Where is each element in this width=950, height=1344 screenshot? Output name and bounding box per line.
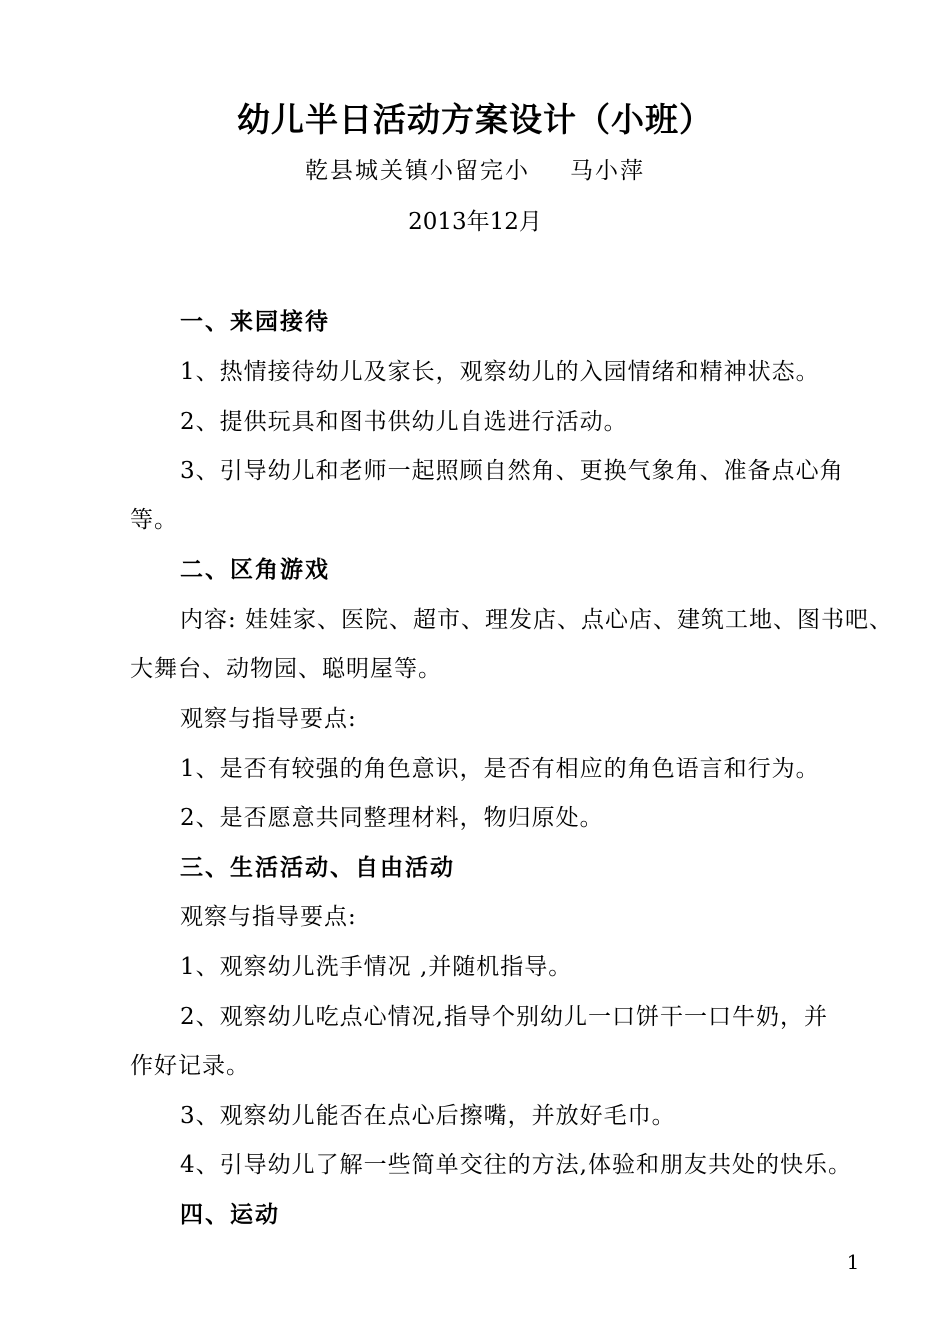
paragraph: 2、提供玩具和图书供幼儿自选进行活动。 [180,409,628,435]
author-name: 马小萍 [570,158,645,184]
author-line [0,151,950,191]
document-title: 幼儿半日活动方案设计（小班） [237,100,713,139]
author-school: 乾县城关镇小留完小 [305,158,530,184]
paragraph: 1、观察幼儿洗手情况 ,并随机指导。 [180,954,573,980]
section-heading-reception: 一、来园接待 [180,309,330,335]
section-heading-corner-games: 二、区角游戏 [180,557,330,583]
paragraph: 1、是否有较强的角色意识，是否有相应的角色语言和行为。 [180,756,820,782]
paragraph: 1、热情接待幼儿及家长，观察幼儿的入园情绪和精神状态。 [180,359,820,385]
paragraph-continuation: 作好记录。 [130,1053,250,1079]
document-date: 2013年12月 [408,209,542,235]
paragraph: 内容: 娃娃家、医院、超市、理发店、点心店、建筑工地、图书吧、 [180,607,894,633]
paragraph: 3、观察幼儿能否在点心后擦嘴，并放好毛巾。 [180,1103,676,1129]
section-heading-exercise: 四、运动 [180,1202,280,1228]
guidance-label: 观察与指导要点: [180,706,357,732]
section-heading-daily-life: 三、生活活动、自由活动 [180,855,455,881]
paragraph: 4、引导幼儿了解一些简单交往的方法,体验和朋友共处的快乐。 [180,1152,852,1178]
paragraph-continuation: 大舞台、动物园、聪明屋等。 [130,656,442,682]
paragraph-continuation: 等。 [130,507,178,533]
paragraph: 2、是否愿意共同整理材料，物归原处。 [180,805,604,831]
guidance-label: 观察与指导要点: [180,904,357,930]
paragraph: 3、引导幼儿和老师一起照顾自然角、更换气象角、准备点心角 [180,458,844,484]
page-number: 1 [846,1250,860,1274]
paragraph: 2、观察幼儿吃点心情况,指导个别幼儿一口饼干一口牛奶，并 [180,1004,828,1030]
